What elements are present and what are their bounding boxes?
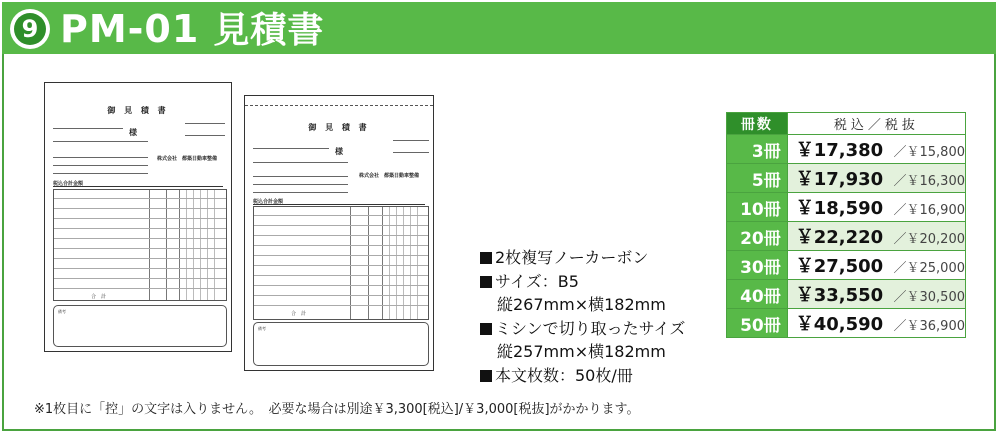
square-bullet-icon: [480, 252, 492, 264]
price-cell: ￥40,590 ／￥36,900: [787, 309, 965, 338]
form-total-label: 合 計: [291, 311, 307, 317]
table-row: [727, 222, 966, 251]
spec-item: 2枚複写ノーカーボン: [480, 246, 685, 270]
form-addressee-suffix: 様: [335, 147, 343, 156]
form-remarks-box: [53, 305, 227, 347]
form-company-name: 株式会社 都築日動車整備: [157, 156, 218, 162]
qty-cell: 3冊: [727, 135, 788, 164]
spec-item: 縦267mm×横182mm: [497, 295, 666, 314]
spec-item: 縦257mm×横182mm: [497, 342, 666, 361]
qty-cell: 30冊: [727, 251, 788, 280]
qty-cell: 5冊: [727, 164, 788, 193]
item-number: 9: [14, 13, 46, 45]
price-cell: ￥22,220 ／￥20,200: [787, 222, 965, 251]
spec-item: ミシンで切り取ったサイズ: [480, 317, 685, 341]
header-bar: [2, 2, 996, 54]
price-cell: ￥17,930 ／￥16,300: [787, 164, 965, 193]
item-number-badge: [10, 9, 50, 49]
form-addressee-suffix: 様: [129, 128, 137, 137]
qty-cell: 20冊: [727, 222, 788, 251]
square-bullet-icon: [480, 276, 492, 288]
form-title: 御 見 積 書: [308, 123, 370, 132]
qty-cell: 10冊: [727, 193, 788, 222]
form-total-amount-label: 税込合計金額: [53, 181, 84, 187]
table-row: [727, 135, 966, 164]
square-bullet-icon: [480, 370, 492, 382]
qty-cell: 50冊: [727, 309, 788, 338]
price-cell: ￥33,550 ／￥30,500: [787, 280, 965, 309]
spec-list: [480, 246, 685, 387]
table-row: [727, 164, 966, 193]
qty-column-header: 冊数: [727, 113, 788, 135]
page-title: [60, 4, 324, 54]
product-code: PM-01: [60, 7, 200, 51]
table-row: [727, 280, 966, 309]
table-row: [727, 193, 966, 222]
form-total-label: 合 計: [91, 294, 107, 300]
form-title: 御 見 積 書: [107, 106, 169, 115]
spec-item: 本文枚数：50枚/冊: [480, 364, 685, 388]
spec-item: サイズ：B5: [480, 270, 685, 294]
form-remarks-label: 備考: [58, 309, 66, 314]
form-sample-copy: [244, 95, 434, 371]
product-name: 見積書: [213, 10, 325, 51]
form-remarks-box: [253, 322, 429, 366]
form-company-name: 株式会社 都築日動車整備: [359, 173, 420, 179]
form-remarks-label: 備考: [258, 326, 266, 331]
table-row: [727, 309, 966, 338]
perforation-line: [245, 105, 433, 106]
price-column-header: 税込／税抜: [787, 113, 965, 135]
price-cell: ￥18,590 ／￥16,900: [787, 193, 965, 222]
footnote: ※1枚目に「控」の文字は入りません。 必要な場合は別途￥3,300[税込]/￥3,000[税抜]がかかります。: [34, 402, 640, 417]
price-cell: ￥17,380 ／￥15,800: [787, 135, 965, 164]
form-sample-front: [44, 82, 232, 352]
price-table-header: [727, 113, 966, 135]
form-total-amount-label: 税込合計金額: [253, 199, 284, 205]
price-table: [726, 112, 966, 338]
square-bullet-icon: [480, 323, 492, 335]
price-cell: ￥27,500 ／￥25,000: [787, 251, 965, 280]
table-row: [727, 251, 966, 280]
qty-cell: 40冊: [727, 280, 788, 309]
